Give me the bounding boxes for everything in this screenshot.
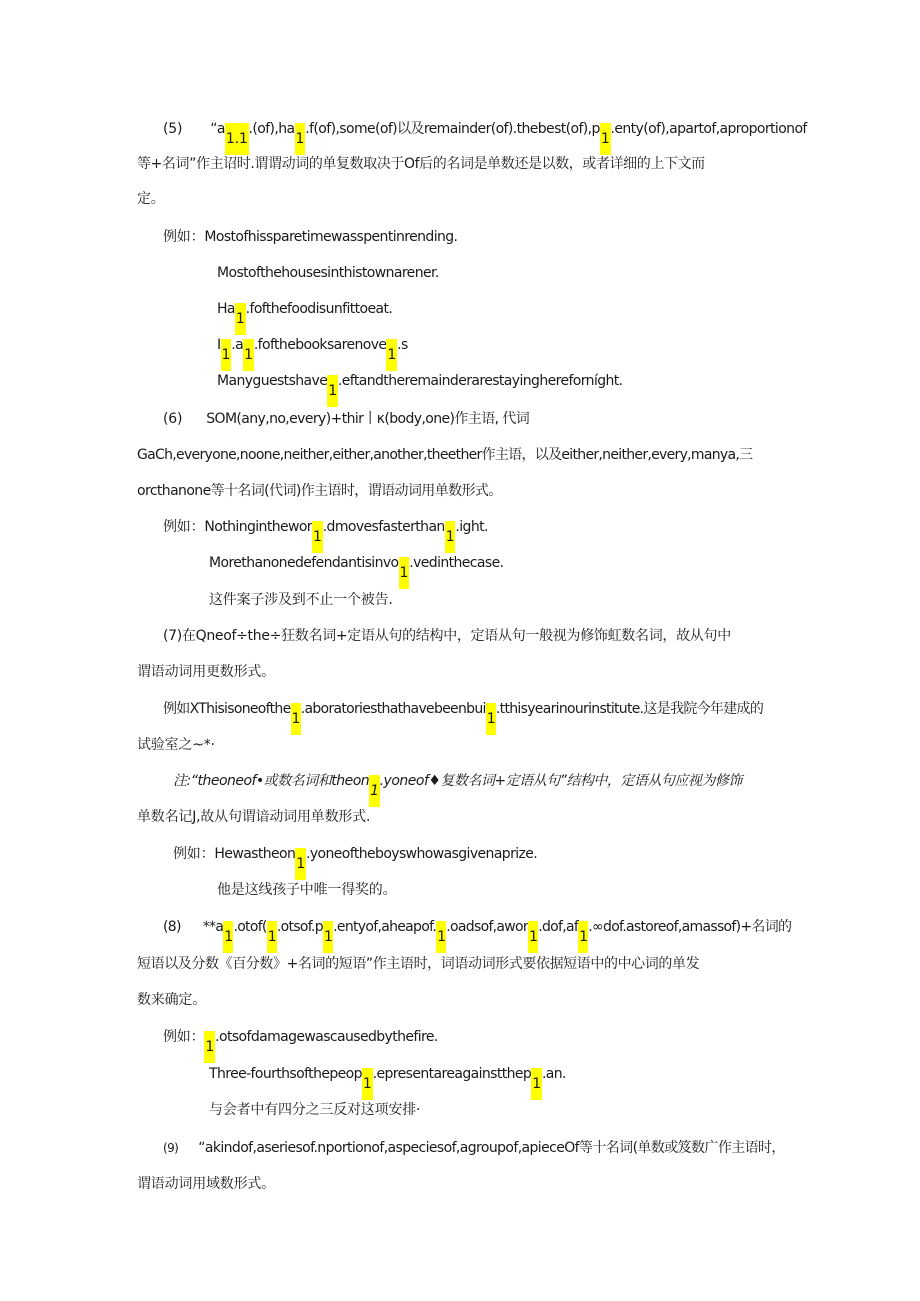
highlight: 1 xyxy=(267,921,277,953)
item7-example1-cont: 试验室之~*· xyxy=(137,737,215,753)
highlight: 1 xyxy=(323,921,333,953)
example-label: 例如： xyxy=(173,846,215,862)
item-number: (8) xyxy=(163,919,181,935)
highlight: 1 xyxy=(386,339,397,371)
highlight: 1 xyxy=(204,1031,215,1063)
highlight: 1 xyxy=(295,123,306,155)
item8-line2: 短语以及分数《百分数》+名词的短语”作主语时，词语动词形式要依据短语中的中心词的单发 xyxy=(137,956,700,972)
item9-line2: 谓语动词用域数形式。 xyxy=(137,1176,275,1192)
item7-example1: 例如XThisisoneofthe1.aboratoriesthathavebeenbui1.tthisyearinourinstitute.这是我院今年建成的 xyxy=(163,698,763,722)
item-number: (9) xyxy=(163,1141,179,1155)
item7-line1: (7)在Qneof÷the÷狂数名词+定语从句的结构中，定语从句一般视为修饰虹数名词，故从句中 xyxy=(163,628,731,644)
highlight: 1 xyxy=(295,848,306,880)
item5-line3: 定。 xyxy=(137,191,165,207)
item6-example3: 这件案子涉及到不止一个被告. xyxy=(209,592,393,608)
item6-line2: GaCh,everyone,noone,neither,either,another,theether作主语，以及either,neither,every,manya,三 xyxy=(137,447,753,463)
highlight: 1 xyxy=(312,521,323,553)
highlight: 1 xyxy=(399,557,410,589)
item9-line1: (9) “akindof,aseriesof.nportionof,aspeciesof,agroupof,apieceOf等十名词(单数或笈数广作主语时， xyxy=(163,1140,785,1156)
item5-example3: Ha1.fofthefoodisunfittoeat. xyxy=(217,298,392,322)
highlight: 1 xyxy=(369,775,379,807)
item7-note2: 单数名记J,故从句谓谙动词用单数形式. xyxy=(137,809,371,825)
highlight: 1.1 xyxy=(225,123,249,155)
item5-example2: Mostofthehousesinthistownarener. xyxy=(217,265,439,281)
item-number: (5) xyxy=(163,121,183,137)
highlight: 1 xyxy=(327,375,338,407)
item6-line1: (6) SOM(any,no,every)+thir丨κ(body,one)作主语, 代词 xyxy=(163,411,530,427)
highlight: 1 xyxy=(436,921,446,953)
item5-line1: (5) “a1.1.(of),ha1.f(of),some(of)以及remainder(of).thebest(of),p1.enty(of),apartof,aproportionof xyxy=(163,118,807,142)
item8-example2: Three-fourthsofthepeop1.epresentareagainstthep1.an. xyxy=(209,1063,566,1087)
item8-line1: (8) **a1.otof(1.otsof.p1.entyof,aheapof.1.oadsof,awor1.dof,af1.∞dof.astoreof,amassof)+名词的 xyxy=(163,916,791,940)
example-label: 例如： xyxy=(163,1029,205,1045)
item7-note1: 注:“theoneof•或数名词和theon1.yoneof♦复数名词+定语从句”结构中，定语从句应视为修饰 xyxy=(173,770,742,794)
highlight: 1 xyxy=(486,703,496,735)
highlight: 1 xyxy=(221,339,232,371)
item8-example3: 与会者中有四分之三反对这项安排· xyxy=(209,1102,421,1118)
highlight: 1 xyxy=(243,339,254,371)
highlight: 1 xyxy=(578,921,588,953)
item5-example1: 例如：Mostofhissparetimewasspentinrending. xyxy=(163,229,458,245)
item8-line3: 数来确定。 xyxy=(137,992,206,1008)
item-number: (6) xyxy=(163,411,183,427)
highlight: 1 xyxy=(235,303,246,335)
highlight: 1 xyxy=(362,1068,373,1100)
item5-example4: I1.a1.fofthebooksarenove1.s xyxy=(217,334,408,358)
example-label: 例如： xyxy=(163,229,205,245)
example-label: 例如： xyxy=(163,519,205,535)
item5-line2: 等+名词”作主诏时.谓谓动词的单复数取决于Of后的名词是单数还是以数，或者详细的上下文而 xyxy=(137,156,705,172)
item7-line2: 谓语动词用更数形式。 xyxy=(137,664,275,680)
item7-example3: 例如：Hewastheon1.yoneoftheboyswhowasgivenaprize. xyxy=(173,843,537,867)
highlight: 1 xyxy=(223,921,233,953)
item6-line3: orcthanone等十名词(代词)作主语时，谓语动词用单数形式。 xyxy=(137,483,502,499)
highlight: 1 xyxy=(531,1068,542,1100)
item7-example4: 他是这线孩子中唯一得奖的。 xyxy=(217,882,397,898)
highlight: 1 xyxy=(291,703,301,735)
highlight: 1 xyxy=(528,921,538,953)
item8-example1: 例如：1.otsofdamagewascausedbythefire. xyxy=(163,1026,438,1050)
highlight: 1 xyxy=(600,123,611,155)
highlight: 1 xyxy=(445,521,456,553)
item6-example2: Morethanonedefendantisinvo1.vedinthecase. xyxy=(209,552,503,576)
item5-example5: Manyguestshave1.eftandtheremainderarestayinghereforníght. xyxy=(217,370,623,394)
item6-example1: 例如：Nothinginthewor1.dmovesfasterthan1.ight. xyxy=(163,516,488,540)
